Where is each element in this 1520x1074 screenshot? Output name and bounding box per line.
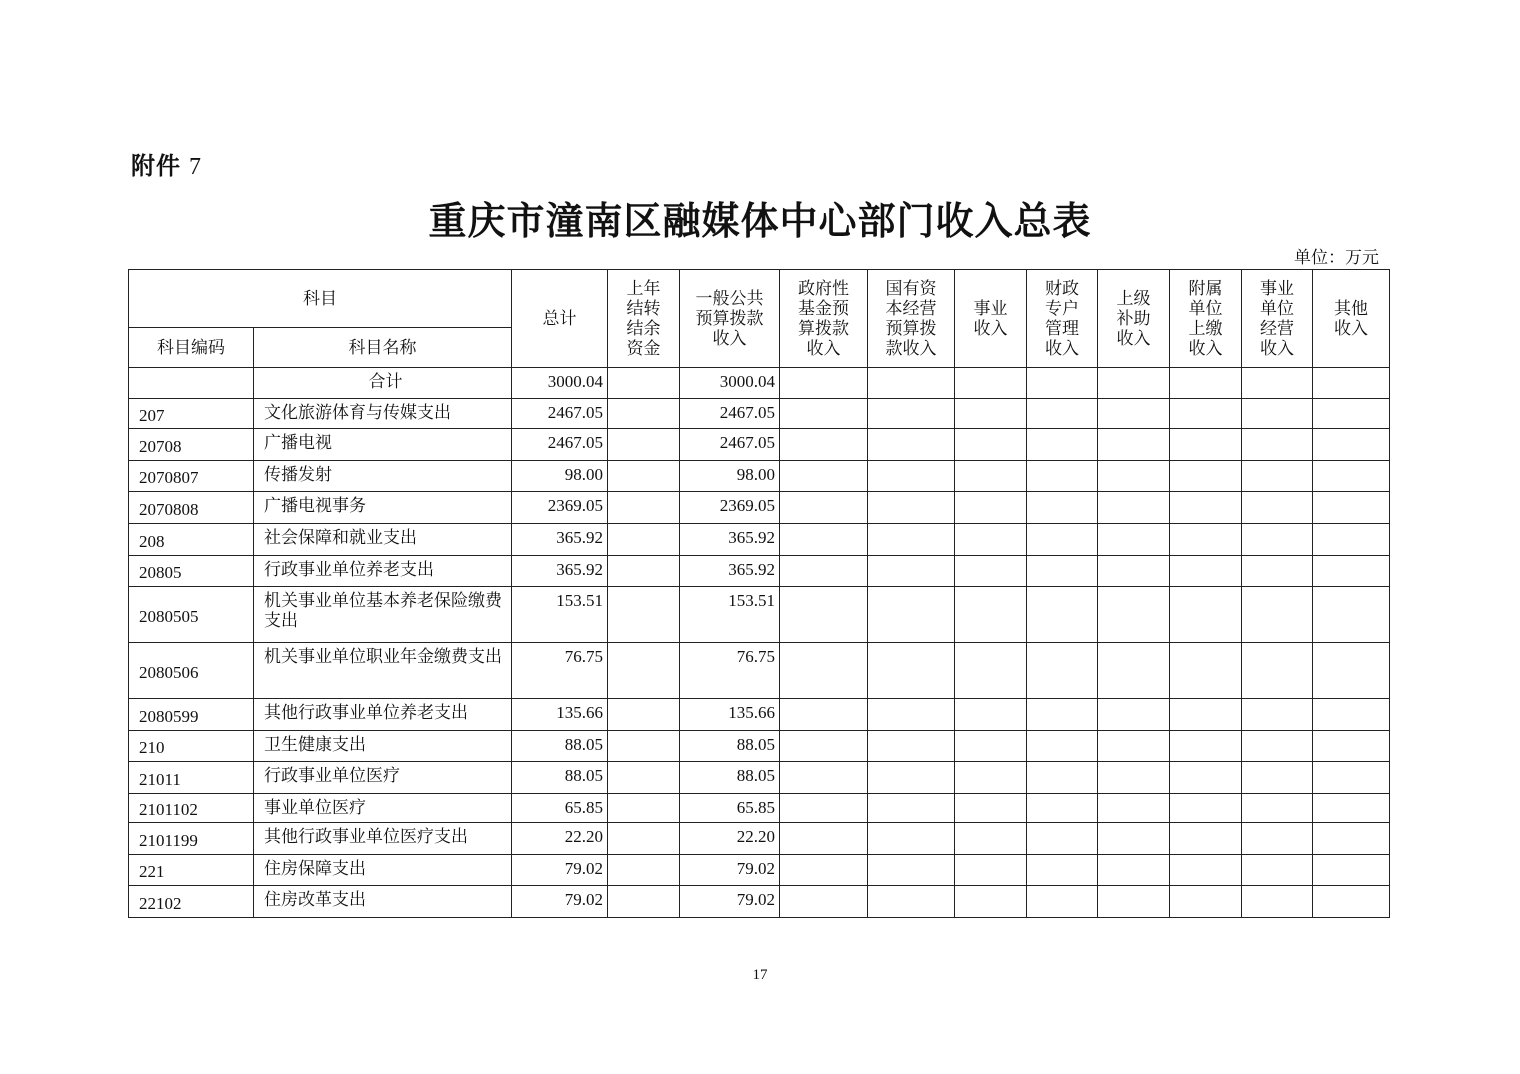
cell-general-budget: 3000.04	[680, 368, 780, 399]
header-subject: 科目	[129, 270, 512, 328]
cell-general-budget: 2467.05	[680, 429, 780, 461]
cell-name: 其他行政事业单位医疗支出	[254, 823, 512, 855]
cell-empty	[1242, 492, 1313, 524]
cell-code: 2101102	[129, 794, 254, 823]
cell-empty	[1098, 429, 1170, 461]
income-table	[128, 269, 1390, 918]
cell-empty	[1027, 794, 1098, 823]
cell-empty	[955, 556, 1027, 587]
cell-carryover	[608, 886, 680, 918]
cell-name: 机关事业单位基本养老保险缴费支出	[254, 587, 512, 643]
cell-empty	[1170, 587, 1242, 643]
attachment-label	[131, 146, 202, 181]
cell-empty	[1170, 886, 1242, 918]
cell-empty	[1170, 524, 1242, 556]
cell-empty	[955, 524, 1027, 556]
table-row	[129, 587, 1390, 643]
cell-empty	[780, 731, 868, 762]
cell-empty	[868, 855, 955, 886]
cell-general-budget: 365.92	[680, 556, 780, 587]
cell-general-budget: 2369.05	[680, 492, 780, 524]
cell-code: 2080506	[129, 643, 254, 699]
cell-empty	[868, 461, 955, 492]
cell-empty	[1027, 429, 1098, 461]
cell-empty	[1242, 731, 1313, 762]
cell-empty	[1098, 492, 1170, 524]
cell-total: 22.20	[512, 823, 608, 855]
cell-empty	[780, 399, 868, 429]
cell-empty	[1027, 855, 1098, 886]
cell-empty	[868, 643, 955, 699]
cell-general-budget: 98.00	[680, 461, 780, 492]
cell-empty	[955, 587, 1027, 643]
cell-total: 65.85	[512, 794, 608, 823]
cell-empty	[868, 399, 955, 429]
cell-carryover	[608, 643, 680, 699]
cell-total: 88.05	[512, 731, 608, 762]
header-col: 其他 收入	[1313, 270, 1390, 368]
cell-empty	[955, 886, 1027, 918]
cell-empty	[1170, 699, 1242, 731]
cell-empty	[955, 823, 1027, 855]
cell-code: 20805	[129, 556, 254, 587]
cell-empty	[1313, 524, 1390, 556]
cell-name: 其他行政事业单位养老支出	[254, 699, 512, 731]
cell-empty	[1242, 556, 1313, 587]
cell-carryover	[608, 587, 680, 643]
cell-empty	[1242, 794, 1313, 823]
cell-empty	[868, 524, 955, 556]
cell-general-budget: 79.02	[680, 855, 780, 886]
cell-empty	[1313, 731, 1390, 762]
cell-code: 2070807	[129, 461, 254, 492]
table-row	[129, 731, 1390, 762]
cell-carryover	[608, 823, 680, 855]
cell-code: 207	[129, 399, 254, 429]
cell-general-budget: 153.51	[680, 587, 780, 643]
cell-empty	[1242, 368, 1313, 399]
cell-empty	[868, 368, 955, 399]
cell-empty	[1027, 823, 1098, 855]
cell-empty	[868, 794, 955, 823]
cell-empty	[1027, 461, 1098, 492]
cell-empty	[1098, 699, 1170, 731]
cell-empty	[868, 886, 955, 918]
cell-general-budget: 76.75	[680, 643, 780, 699]
cell-empty	[1313, 794, 1390, 823]
cell-total: 2467.05	[512, 429, 608, 461]
cell-code: 20708	[129, 429, 254, 461]
table-row	[129, 399, 1390, 429]
cell-empty	[868, 699, 955, 731]
cell-empty	[1027, 492, 1098, 524]
cell-empty	[1027, 368, 1098, 399]
cell-name: 行政事业单位养老支出	[254, 556, 512, 587]
header-col: 上年 结转 结余 资金	[608, 270, 680, 368]
cell-name: 社会保障和就业支出	[254, 524, 512, 556]
cell-empty	[1313, 886, 1390, 918]
cell-empty	[1313, 699, 1390, 731]
cell-empty	[1170, 731, 1242, 762]
cell-empty	[1313, 429, 1390, 461]
cell-empty	[1313, 762, 1390, 794]
cell-name: 事业单位医疗	[254, 794, 512, 823]
table-row	[129, 492, 1390, 524]
cell-empty	[955, 794, 1027, 823]
unit-label: 单位：万元	[1294, 248, 1379, 267]
cell-name: 住房保障支出	[254, 855, 512, 886]
cell-empty	[1170, 762, 1242, 794]
cell-empty	[1313, 823, 1390, 855]
cell-empty	[1170, 399, 1242, 429]
cell-empty	[1170, 368, 1242, 399]
cell-empty	[1098, 855, 1170, 886]
header-col: 事业 单位 经营 收入	[1242, 270, 1313, 368]
cell-name: 传播发射	[254, 461, 512, 492]
table-row	[129, 643, 1390, 699]
header-col: 附属 单位 上缴 收入	[1170, 270, 1242, 368]
cell-name: 行政事业单位医疗	[254, 762, 512, 794]
cell-empty	[955, 762, 1027, 794]
cell-carryover	[608, 794, 680, 823]
table-row	[129, 556, 1390, 587]
cell-empty	[780, 429, 868, 461]
cell-total: 3000.04	[512, 368, 608, 399]
cell-empty	[1027, 556, 1098, 587]
cell-total: 79.02	[512, 855, 608, 886]
header-col: 总计	[512, 270, 608, 368]
table-row	[129, 855, 1390, 886]
cell-empty	[1242, 762, 1313, 794]
cell-empty	[1313, 368, 1390, 399]
cell-carryover	[608, 731, 680, 762]
cell-empty	[1242, 461, 1313, 492]
cell-empty	[955, 855, 1027, 886]
cell-empty	[1313, 587, 1390, 643]
cell-empty	[1027, 524, 1098, 556]
attachment-number: 7	[189, 154, 202, 180]
cell-empty	[1027, 399, 1098, 429]
cell-empty	[1170, 461, 1242, 492]
cell-empty	[868, 587, 955, 643]
cell-code: 2080505	[129, 587, 254, 643]
cell-name: 广播电视	[254, 429, 512, 461]
cell-empty	[780, 587, 868, 643]
cell-empty	[868, 823, 955, 855]
cell-general-budget: 88.05	[680, 731, 780, 762]
cell-code: 21011	[129, 762, 254, 794]
cell-carryover	[608, 556, 680, 587]
header-name: 科目名称	[254, 328, 512, 368]
cell-empty	[1242, 699, 1313, 731]
cell-name: 卫生健康支出	[254, 731, 512, 762]
cell-empty	[1170, 429, 1242, 461]
cell-carryover	[608, 492, 680, 524]
cell-empty	[1170, 823, 1242, 855]
cell-empty	[1242, 855, 1313, 886]
table-body	[129, 368, 1390, 918]
header-col: 国有资 本经营 预算拨 款收入	[868, 270, 955, 368]
cell-empty	[1098, 556, 1170, 587]
cell-empty	[1027, 643, 1098, 699]
cell-carryover	[608, 699, 680, 731]
attachment-text: 附件	[131, 152, 181, 180]
cell-code: 221	[129, 855, 254, 886]
cell-empty	[955, 429, 1027, 461]
cell-empty	[1098, 823, 1170, 855]
table-row	[129, 794, 1390, 823]
cell-empty	[780, 823, 868, 855]
cell-empty	[1242, 429, 1313, 461]
cell-empty	[1242, 823, 1313, 855]
page-number: 17	[752, 967, 768, 983]
cell-general-budget: 22.20	[680, 823, 780, 855]
page-title: 重庆市潼南区融媒体中心部门收入总表	[428, 198, 1092, 243]
cell-empty	[955, 399, 1027, 429]
cell-total: 2467.05	[512, 399, 608, 429]
cell-name: 合计	[254, 368, 512, 399]
cell-name: 住房改革支出	[254, 886, 512, 918]
cell-empty	[955, 461, 1027, 492]
cell-empty	[780, 855, 868, 886]
cell-empty	[868, 492, 955, 524]
cell-empty	[780, 699, 868, 731]
cell-carryover	[608, 762, 680, 794]
cell-empty	[780, 524, 868, 556]
cell-empty	[1242, 587, 1313, 643]
table-row	[129, 762, 1390, 794]
cell-name: 机关事业单位职业年金缴费支出	[254, 643, 512, 699]
cell-empty	[1313, 556, 1390, 587]
cell-empty	[1098, 587, 1170, 643]
cell-empty	[1098, 399, 1170, 429]
cell-general-budget: 79.02	[680, 886, 780, 918]
cell-empty	[1098, 524, 1170, 556]
cell-general-budget: 135.66	[680, 699, 780, 731]
cell-empty	[1098, 794, 1170, 823]
cell-empty	[955, 731, 1027, 762]
cell-code: 208	[129, 524, 254, 556]
cell-empty	[868, 556, 955, 587]
header-col: 财政 专户 管理 收入	[1027, 270, 1098, 368]
cell-empty	[1098, 762, 1170, 794]
table-row	[129, 823, 1390, 855]
header-col: 事业 收入	[955, 270, 1027, 368]
cell-empty	[1170, 855, 1242, 886]
total-row	[129, 368, 1390, 399]
cell-total: 88.05	[512, 762, 608, 794]
cell-empty	[1313, 399, 1390, 429]
cell-empty	[780, 794, 868, 823]
cell-carryover	[608, 368, 680, 399]
cell-name: 广播电视事务	[254, 492, 512, 524]
cell-empty	[1242, 643, 1313, 699]
cell-name: 文化旅游体育与传媒支出	[254, 399, 512, 429]
cell-empty	[1027, 587, 1098, 643]
cell-empty	[955, 368, 1027, 399]
cell-general-budget: 365.92	[680, 524, 780, 556]
cell-empty	[1313, 855, 1390, 886]
cell-carryover	[608, 855, 680, 886]
cell-code: 210	[129, 731, 254, 762]
cell-empty	[1027, 762, 1098, 794]
cell-empty	[780, 492, 868, 524]
cell-empty	[1170, 794, 1242, 823]
cell-empty	[1098, 461, 1170, 492]
cell-empty	[868, 762, 955, 794]
cell-empty	[780, 368, 868, 399]
cell-empty	[1170, 643, 1242, 699]
cell-code: 2101199	[129, 823, 254, 855]
cell-total: 2369.05	[512, 492, 608, 524]
cell-empty	[868, 731, 955, 762]
header-col: 上级 补助 收入	[1098, 270, 1170, 368]
cell-empty	[1242, 524, 1313, 556]
table-row	[129, 699, 1390, 731]
cell-empty	[955, 643, 1027, 699]
cell-empty	[780, 762, 868, 794]
cell-empty	[955, 492, 1027, 524]
cell-empty	[1313, 492, 1390, 524]
table-row	[129, 886, 1390, 918]
cell-general-budget: 65.85	[680, 794, 780, 823]
cell-empty	[1242, 886, 1313, 918]
cell-empty	[1098, 886, 1170, 918]
header-code: 科目编码	[129, 328, 254, 368]
cell-carryover	[608, 461, 680, 492]
cell-carryover	[608, 429, 680, 461]
cell-total: 76.75	[512, 643, 608, 699]
table-row	[129, 461, 1390, 492]
cell-empty	[1027, 731, 1098, 762]
cell-code: 2080599	[129, 699, 254, 731]
cell-empty	[780, 461, 868, 492]
header-col: 一般公共 预算拨款 收入	[680, 270, 780, 368]
cell-empty	[780, 886, 868, 918]
cell-code: 2070808	[129, 492, 254, 524]
cell-empty	[868, 429, 955, 461]
table-row	[129, 429, 1390, 461]
cell-empty	[1313, 461, 1390, 492]
cell-total: 365.92	[512, 556, 608, 587]
cell-total: 135.66	[512, 699, 608, 731]
cell-empty	[1098, 643, 1170, 699]
cell-empty	[1313, 643, 1390, 699]
cell-empty	[1242, 399, 1313, 429]
cell-general-budget: 88.05	[680, 762, 780, 794]
cell-empty	[1027, 699, 1098, 731]
cell-empty	[1170, 556, 1242, 587]
cell-empty	[1098, 368, 1170, 399]
cell-general-budget: 2467.05	[680, 399, 780, 429]
table-row	[129, 524, 1390, 556]
cell-total: 153.51	[512, 587, 608, 643]
header-col: 政府性 基金预 算拨款 收入	[780, 270, 868, 368]
cell-empty	[1027, 886, 1098, 918]
cell-empty	[1098, 731, 1170, 762]
cell-empty	[955, 699, 1027, 731]
cell-total: 79.02	[512, 886, 608, 918]
cell-total: 98.00	[512, 461, 608, 492]
cell-carryover	[608, 524, 680, 556]
cell-empty	[780, 556, 868, 587]
cell-total: 365.92	[512, 524, 608, 556]
cell-carryover	[608, 399, 680, 429]
cell-code: 22102	[129, 886, 254, 918]
cell-empty	[1170, 492, 1242, 524]
cell-code	[129, 368, 254, 399]
cell-empty	[780, 643, 868, 699]
